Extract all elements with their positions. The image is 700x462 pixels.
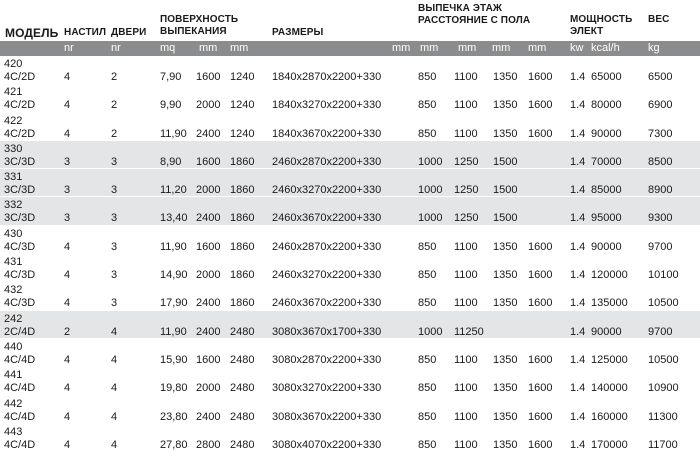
cell-h1: 850 [418,71,437,83]
cell-kg: 10100 [648,269,679,282]
cell-kcal: 120000 [591,269,628,282]
cell-kg: 10900 [648,382,679,395]
cell-h2: 1100 [454,99,478,112]
cell-d: 1240 [230,99,255,112]
cell-h3: 1500 [493,184,518,197]
cell-doors: 3 [111,269,118,282]
cell-h2: 1100 [454,71,478,83]
cell-h3: 1350 [493,269,518,282]
unit-h4: mm [528,42,547,54]
cell-dims: 2460x3670x2200+330 [272,297,382,310]
table-row [0,56,700,84]
cell-h4: 1600 [528,353,553,366]
cell-kcal: 160000 [591,410,628,423]
cell-d: 1860 [230,297,255,310]
cell-mq: 11,20 [160,184,187,197]
cell-kcal: 95000 [591,212,622,225]
cell-doors: 4 [111,382,118,395]
cell-kcal: 80000 [591,99,622,112]
cell-d: 2480 [230,382,255,395]
cell-mq: 9,90 [160,99,182,112]
unit-dims: mm [392,42,411,54]
cell-h4: 1600 [528,297,553,310]
header-model: МОДЕЛЬ [5,26,59,40]
cell-h3: 1350 [493,382,518,395]
cell-w: 2000 [196,269,221,282]
cell-h2: 1250 [454,212,479,225]
cell-kcal: 90000 [591,240,622,253]
unit-kg: kg [648,42,660,54]
cell-d: 1240 [230,71,255,83]
cell-h1: 850 [418,127,437,140]
cell-d: 1860 [230,212,255,225]
header-power: МОЩНОСТЬ ЭЛЕКТ [570,14,633,37]
cell-doors: 3 [111,184,118,197]
cell-kg: 9700 [648,240,673,253]
cell-h1: 850 [418,382,437,395]
cell-kg: 8900 [648,184,673,197]
cell-doors: 4 [111,410,118,423]
cell-d: 1860 [230,184,255,197]
unit-h2: mm [458,42,477,54]
cell-h2: 1100 [454,240,478,253]
table-row [0,424,700,452]
cell-kw: 1.4 [570,99,586,112]
cell-h2: 1100 [454,269,478,282]
cell-h3: 1350 [493,438,518,451]
cell-kg: 9700 [648,325,673,338]
cell-d: 2480 [230,325,255,338]
cell-kw: 1.4 [570,71,586,83]
cell-levels: 4 [64,71,71,83]
cell-h1: 850 [418,297,437,310]
cell-levels: 4 [64,240,71,253]
cell-dims: 2460x2870x2200+330 [272,240,382,253]
unit-width: mm [199,42,218,54]
cell-levels: 4 [64,269,71,282]
cell-h2: 1100 [454,410,478,423]
cell-w: 2400 [196,410,221,423]
cell-w: 2400 [196,325,221,338]
unit-levels: nr [64,42,74,54]
table-row [0,113,700,141]
cell-h1: 1000 [418,155,443,168]
cell-kg: 9300 [648,212,673,225]
cell-kcal: 90000 [591,325,622,338]
cell-kw: 1.4 [570,438,586,451]
cell-doors: 3 [111,155,118,168]
unit-kcal: kcal/h [591,42,620,54]
cell-h1: 850 [418,269,437,282]
cell-h4: 1600 [528,240,553,253]
cell-w: 2000 [196,99,221,112]
cell-doors: 2 [111,99,118,112]
cell-kg: 6900 [648,99,673,112]
cell-h3: 1500 [493,155,518,168]
cell-h4: 1600 [528,269,553,282]
cell-h4: 1600 [528,438,553,451]
cell-levels: 4 [64,353,71,366]
cell-mq: 8,90 [160,155,182,168]
cell-h4: 1600 [528,99,553,112]
cell-h2: 1100 [454,297,478,310]
cell-mq: 11,90 [160,240,187,253]
cell-h1: 850 [418,240,437,253]
cell-doors: 4 [111,353,118,366]
cell-kg: 8500 [648,155,673,168]
cell-h2: 1250 [454,184,479,197]
cell-dims: 1840x3270x2200+330 [272,99,382,112]
cell-model: 420 4C/2D [4,58,36,83]
cell-kg: 11700 [648,438,678,451]
cell-doors: 3 [111,297,118,310]
cell-kw: 1.4 [570,353,586,366]
cell-kw: 1.4 [570,382,586,395]
unit-surface: mq [160,42,176,54]
cell-kw: 1.4 [570,325,586,338]
cell-kw: 1.4 [570,269,586,282]
cell-kw: 1.4 [570,410,586,423]
cell-model: 430 4C/3D [4,227,36,253]
cell-mq: 13,40 [160,212,188,225]
cell-model: 432 4C/3D [4,284,36,310]
cell-h4: 1600 [528,71,553,83]
cell-model: 331 3C/3D [4,171,36,197]
cell-levels: 3 [64,155,71,168]
cell-mq: 23,80 [160,410,188,423]
cell-kcal: 125000 [591,353,628,366]
cell-dims: 3080x3670x1700+330 [272,325,382,338]
cell-d: 1240 [230,127,255,140]
cell-kg: 11300 [648,410,678,423]
cell-dims: 2460x2870x2200+330 [272,155,382,168]
cell-levels: 4 [64,127,71,140]
cell-h3: 1500 [493,212,518,225]
cell-w: 2400 [196,212,221,225]
cell-kcal: 135000 [591,297,628,310]
cell-mq: 14,90 [160,269,188,282]
cell-d: 1860 [230,240,255,253]
table-row [0,396,700,424]
cell-h3: 1350 [493,297,518,310]
cell-h2: 1250 [454,155,479,168]
table-row [0,226,700,254]
cell-h1: 1000 [418,184,443,197]
cell-model: 443 4C/4D [4,425,36,451]
cell-levels: 3 [64,184,71,197]
table-row [0,367,700,395]
cell-dims: 1840x3670x2200+330 [272,127,382,140]
cell-levels: 4 [64,382,71,395]
cell-w: 1600 [196,353,221,366]
cell-levels: 4 [64,297,71,310]
cell-w: 1600 [196,155,221,168]
cell-kw: 1.4 [570,127,586,140]
cell-w: 2000 [196,382,221,395]
cell-mq: 27,80 [160,438,188,451]
cell-w: 2400 [196,297,221,310]
cell-model: 421 4C/2D [4,86,36,112]
cell-h2: 1100 [454,127,478,140]
cell-model: 441 4C/4D [4,369,36,395]
cell-kcal: 170000 [591,438,628,451]
cell-h3: 1350 [493,99,518,112]
cell-w: 2000 [196,184,221,197]
cell-levels: 3 [64,212,71,225]
cell-levels: 4 [64,410,71,423]
header-levels: НАСТИЛ [64,27,107,38]
cell-kcal: 70000 [591,155,622,168]
cell-model: 330 3C/3D [4,142,36,168]
cell-levels: 4 [64,438,71,451]
header-doors: ДВЕРИ [111,27,147,38]
cell-h1: 1000 [418,325,443,338]
cell-h3: 1350 [493,410,518,423]
cell-kw: 1.4 [570,297,586,310]
cell-dims: 1840x2870x2200+330 [272,71,382,83]
cell-levels: 2 [64,325,71,338]
cell-dims: 3080x4070x2200+330 [272,438,382,451]
cell-h4: 1600 [528,410,553,423]
cell-mq: 7,90 [160,71,182,83]
cell-doors: 4 [111,325,118,338]
table-row [0,197,700,225]
cell-mq: 17,90 [160,297,188,310]
header-surface: ПОВЕРХНОСТЬ ВЫПЕКАНИЯ [160,14,239,37]
cell-mq: 15,90 [160,353,188,366]
cell-d: 2480 [230,410,255,423]
cell-model: 422 4C/2D [4,114,36,140]
cell-h3: 1350 [493,127,518,140]
cell-h1: 850 [418,353,437,366]
table-row [0,339,700,367]
cell-h3: 1350 [493,353,518,366]
table-row [0,254,700,282]
cell-dims: 2460x3270x2200+330 [272,184,382,197]
cell-doors: 4 [111,438,118,451]
cell-h1: 850 [418,410,437,423]
unit-depth: mm [230,42,249,54]
cell-h2: 11250 [454,325,484,338]
cell-dims: 3080x3270x2200+330 [272,382,382,395]
cell-model: 440 4C/4D [4,340,36,366]
cell-doors: 2 [111,71,118,83]
cell-kg: 10500 [648,353,679,366]
cell-h1: 1000 [418,212,443,225]
unit-h3: mm [492,42,511,54]
cell-kg: 7300 [648,127,673,140]
cell-w: 1600 [196,71,221,83]
table-row [0,84,700,112]
cell-doors: 3 [111,240,118,253]
cell-h4: 1600 [528,127,553,140]
cell-kcal: 65000 [591,71,622,83]
cell-h2: 1100 [454,438,478,451]
cell-kw: 1.4 [570,240,586,253]
cell-model: 332 3C/3D [4,199,36,225]
table-row [0,282,700,310]
cell-dims: 3080x3670x2200+330 [272,410,382,423]
cell-kw: 1.4 [570,212,586,225]
cell-w: 1600 [196,240,221,253]
cell-dims: 2460x3270x2200+330 [272,269,382,282]
cell-w: 2400 [196,127,221,140]
cell-mq: 11,90 [160,325,187,338]
cell-w: 2800 [196,438,221,451]
cell-h2: 1100 [454,382,478,395]
cell-dims: 2460x3670x2200+330 [272,212,382,225]
unit-doors: nr [111,42,121,54]
table-row [0,141,700,169]
table-body [0,56,700,452]
cell-levels: 4 [64,99,71,112]
table-row [0,311,700,339]
cell-h3: 1350 [493,240,518,253]
cell-h2: 1100 [454,353,478,366]
cell-d: 2480 [230,353,255,366]
units-row [0,41,700,56]
cell-h1: 850 [418,99,437,112]
cell-kw: 1.4 [570,184,586,197]
cell-h1: 850 [418,438,437,451]
cell-h4: 1600 [528,382,553,395]
cell-kw: 1.4 [570,155,586,168]
unit-kw: kw [570,42,584,54]
header-weight: ВЕС [648,14,670,25]
cell-mq: 19,80 [160,382,188,395]
cell-model: 242 2C/4D [4,312,36,338]
cell-model: 431 4C/3D [4,256,36,282]
header-dims: РАЗМЕРЫ [272,27,324,38]
unit-h1: mm [420,42,439,54]
cell-d: 2480 [230,438,255,451]
cell-kcal: 85000 [591,184,622,197]
cell-h3: 1350 [493,71,518,83]
header-floor-distance: ВЫПЕЧКА ЭТАЖ РАССТОЯНИЕ С ПОЛА [418,3,531,26]
cell-dims: 3080x2870x2200+330 [272,353,382,366]
cell-d: 1860 [230,269,255,282]
cell-d: 1860 [230,155,255,168]
cell-doors: 3 [111,212,118,225]
cell-mq: 11,90 [160,127,187,140]
cell-model: 442 4C/4D [4,397,36,423]
table-row [0,169,700,197]
cell-kg: 6500 [648,71,673,83]
cell-kcal: 140000 [591,382,628,395]
cell-kcal: 90000 [591,127,622,140]
cell-doors: 2 [111,127,118,140]
cell-kg: 10500 [648,297,679,310]
